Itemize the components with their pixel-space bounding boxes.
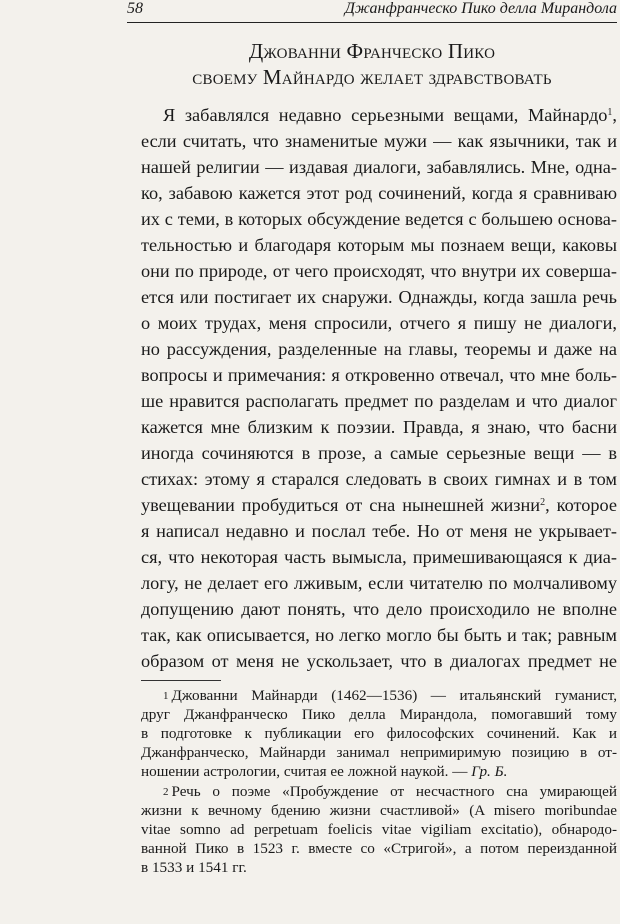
paragraph-line: допущению дают понять, что дело происходило не вполне — [141, 599, 617, 619]
paragraph-line: ся, что некоторая часть вымысла, примешивающаяся к диа- — [141, 547, 617, 567]
footnote-2-line: ванной Пико в 1523 г. вместе со «Стригой», а потом переизданной — [141, 840, 617, 857]
footnote-1-line: ношении астрологии, считая ее ложной наукой. — Гр. Б. — [141, 763, 508, 780]
paragraph-line: так, как описывается, но легко могло бы быть и так; равным — [141, 625, 617, 645]
paragraph-line: нашей религии — издавая диалоги, забавлялись. Мне, одна- — [141, 157, 617, 177]
page-number: 58 — [127, 0, 143, 17]
footnote-1-line: в подготовке к публикации его философских сочинений. Как и — [141, 725, 617, 742]
footnote-ref-2[interactable]: 2 — [540, 497, 546, 508]
paragraph-line: увещевании пробудиться от сна нынешней жизни$^2$, которое — [141, 495, 617, 515]
paragraph-line: они по природе, от чего происходят, что внутри их соверша- — [141, 261, 617, 281]
footnote-1-number: 1 — [163, 690, 169, 702]
paragraph-line: образом от меня не ускользает, что в диалогах предмет не — [141, 651, 617, 671]
paragraph-line: ко, забавою кажется этот род сочинений, когда я сравниваю — [141, 183, 617, 203]
footnote-1-author: Гр. Б. — [471, 763, 508, 780]
paragraph-line: их с теми, в которых обсуждение ведется с большею основа- — [141, 209, 617, 229]
footnote-divider — [141, 680, 221, 681]
footnote-2-line: в 1533 и 1541 гг. — [141, 859, 247, 876]
paragraph-line: тельностью и благодаря которым мы познаем вещи, каковы — [141, 235, 617, 255]
paragraph-line: кажется мне близким к поэзии. Правда, я знаю, что басни — [141, 417, 617, 437]
footnote-2-line: vitae somno ad perpetuam foelicis vitae vigiliam excitatio), обнародо- — [141, 821, 617, 838]
footnote-2-line: $^2$ Речь о поэме «Пробуждение от несчастного сна умирающей — [163, 783, 617, 800]
paragraph-line: иногда сочиняются в прозе, а самые серьезные вещи — в — [141, 443, 617, 463]
paragraph-line: я написал недавно и послал тебе. Но от меня не укрывает- — [141, 521, 617, 541]
footnote-ref-1[interactable]: 1 — [607, 107, 613, 118]
chapter-heading-line1: Джованни Франческо Пико — [248, 39, 496, 63]
paragraph-line: о моих трудах, меня спросили, отчего я пишу не диалоги, — [141, 313, 617, 333]
chapter-heading-line2: своему Майнардо желает здравствовать — [192, 65, 552, 89]
paragraph-line: логу, не делает его лживым, если читателю по молчаливому — [141, 573, 617, 593]
footnote-2-line: жизни к вечному бдению жизни счастливой» (A misero moribundae — [141, 802, 617, 819]
footnote-1-line: $^1$ Джованни Майнарди (1462—1536) — итальянский гуманист, — [163, 687, 617, 704]
footnote-1-line: Джанфранческо, Майнарди занимал непримиримую позицию в от- — [141, 744, 617, 761]
paragraph-line: но рассуждения, разделенные на главы, теоремы и даже на — [141, 339, 617, 359]
footnote-1-line: друг Джанфранческо Пико делла Мирандола, помогавший тому — [141, 706, 617, 723]
paragraph-line: стихах: этому я старался следовать в своих гимнах и в том — [141, 469, 617, 489]
paragraph-line: если считать, что знаменитые мужи — как язычники, так и — [141, 131, 617, 151]
running-title: Джанфранческо Пико делла Мирандола — [344, 0, 617, 17]
running-head — [127, 0, 617, 23]
paragraph-line: Я забавлялся недавно серьезными вещами, Майнардо$^1$, — [163, 105, 617, 125]
paragraph-line: ше нравится располагать предмет по разделам и что диалог — [141, 391, 617, 411]
paragraph-line: вопросы и примечания: я откровенно отвечал, что мне боль- — [141, 365, 617, 385]
footnote-2-number: 2 — [163, 786, 169, 798]
paragraph-line: ется или постигает их снаружи. Однажды, когда зашла речь — [141, 287, 617, 307]
